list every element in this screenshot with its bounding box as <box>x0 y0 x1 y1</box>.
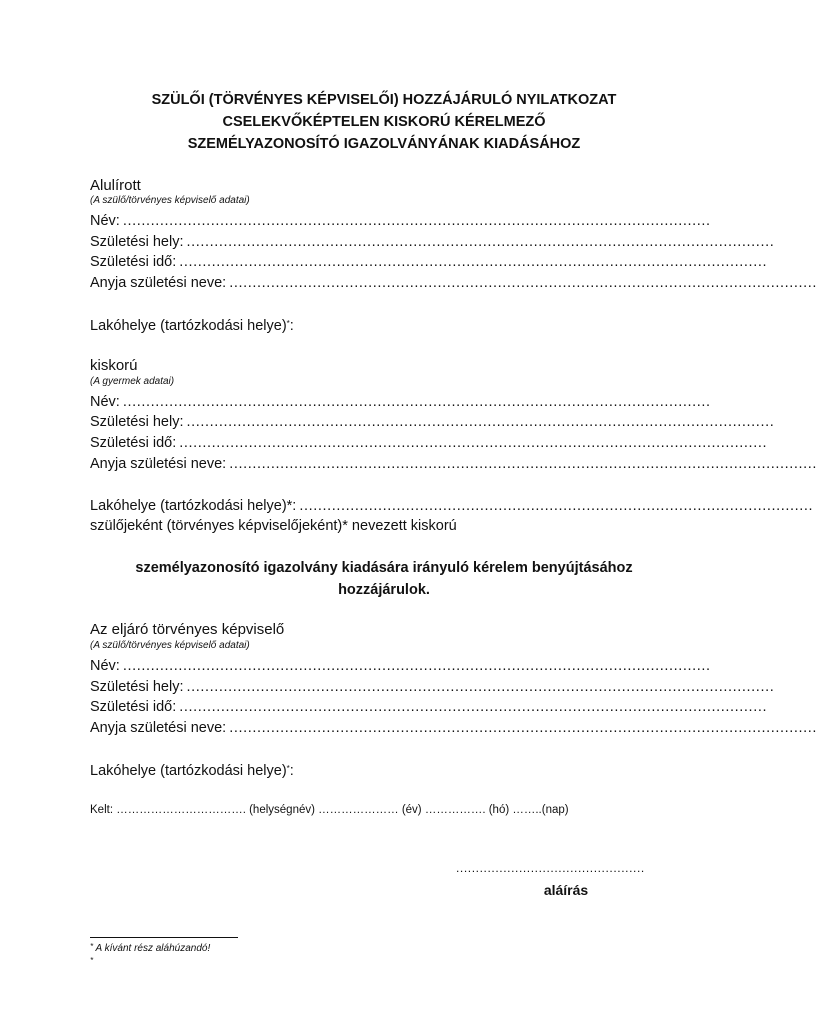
section1-residence-label <box>90 316 676 336</box>
field-dots: ............................................................................................................................... <box>229 275 817 291</box>
field-label: Születési hely: <box>90 414 184 430</box>
section1-mother-name-field[interactable] <box>90 273 817 293</box>
field-label: Név: <box>90 213 120 229</box>
section2-name-field[interactable] <box>90 392 711 412</box>
section3-birthplace-field[interactable] <box>90 677 775 697</box>
field-dots: ............................................................................................................................... <box>179 435 768 451</box>
section2-mother-name-field[interactable] <box>90 454 817 474</box>
document-title-line-2: CSELEKVŐKÉPTELEN KISKORÚ KÉRELMEZŐ <box>222 114 546 130</box>
field-dots: ............................................................................................................................... <box>122 394 711 410</box>
consent-line-2: hozzájárulok. <box>338 582 430 598</box>
section2-birthdate-field[interactable] <box>90 433 768 453</box>
section1-heading: Alulírott <box>90 177 141 194</box>
field-label: Születési hely: <box>90 679 184 695</box>
field-label: Név: <box>90 394 120 410</box>
field-dots: ............................................................................................................................... <box>229 456 817 472</box>
section3-name-field[interactable] <box>90 656 711 676</box>
signature-label: aláírás <box>543 882 589 898</box>
residence-text: Lakóhelye (tartózkodási helye) <box>90 318 287 334</box>
field-label: Születési idő: <box>90 435 177 451</box>
section1-birthdate-field[interactable] <box>90 252 768 272</box>
field-label: Anyja születési neve: <box>90 275 227 291</box>
footnote-divider <box>90 937 238 938</box>
field-dots: ............................................................................................................... <box>299 498 814 514</box>
field-dots: ............................................................................................................................... <box>229 720 817 736</box>
field-label: Születési idő: <box>90 254 177 270</box>
footnote-1 <box>90 943 210 955</box>
residence-suffix: : <box>289 763 294 779</box>
field-label: Név: <box>90 658 120 674</box>
section2-hint: (A gyermek adatai) <box>90 376 175 387</box>
field-label: Születési hely: <box>90 234 184 250</box>
field-dots: ............................................................................................................................... <box>122 658 711 674</box>
footnote-text: A kívánt rész aláhúzandó! <box>93 943 211 954</box>
residence-text: Lakóhelye (tartózkodási helye) <box>90 763 287 779</box>
date-place-line[interactable]: Kelt: ……………………………. (helységnév) ………………… (év) ……………. (hó) ……..(nap) <box>90 804 569 816</box>
section3-birthdate-field[interactable] <box>90 697 768 717</box>
section3-hint: (A szülő/törvényes képviselő adatai) <box>90 640 250 651</box>
field-dots: ............................................................................................................................... <box>122 213 711 229</box>
signature-line[interactable]: ................................................ <box>456 861 645 875</box>
footnote-mark: * <box>286 319 290 328</box>
field-label: Születési idő: <box>90 699 177 715</box>
residence-suffix: : <box>289 318 294 334</box>
footnote-mark: * <box>90 942 94 951</box>
section1-hint: (A szülő/törvényes képviselő adatai) <box>90 195 250 206</box>
field-dots: ............................................................................................................................... <box>186 414 775 430</box>
field-dots: ............................................................................................................................... <box>179 254 768 270</box>
field-dots: ............................................................................................................................... <box>186 234 775 250</box>
section3-residence-label <box>90 761 676 781</box>
field-label: Anyja születési neve: <box>90 456 227 472</box>
field-label: Anyja születési neve: <box>90 720 227 736</box>
document-title-line-3: SZEMÉLYAZONOSÍTÓ IGAZOLVÁNYÁNAK KIADÁSÁHOZ <box>187 136 581 152</box>
section3-heading: Az eljáró törvényes képviselő <box>90 621 285 638</box>
section1-birthplace-field[interactable] <box>90 232 775 252</box>
section3-mother-name-field[interactable] <box>90 718 817 738</box>
section2-birthplace-field[interactable] <box>90 412 775 432</box>
footnote-mark: * <box>286 764 290 773</box>
field-dots: ............................................................................................................................... <box>186 679 775 695</box>
section2-residence-field[interactable] <box>90 496 814 516</box>
field-dots: ............................................................................................................................... <box>179 699 768 715</box>
footnote-2 <box>90 957 93 969</box>
footnote-mark: * <box>90 956 94 965</box>
section2-parent-line: szülőjeként (törvényes képviselőjeként)* nevezett kiskorú <box>90 518 457 534</box>
consent-line-1: személyazonosító igazolvány kiadására irányuló kérelem benyújtásához <box>135 560 633 576</box>
section2-heading: kiskorú <box>90 357 138 374</box>
section1-name-field[interactable] <box>90 211 711 231</box>
document-title-line-1: SZÜLŐI (TÖRVÉNYES KÉPVISELŐI) HOZZÁJÁRULÓ NYILATKOZAT <box>151 92 617 108</box>
field-label: Lakóhelye (tartózkodási helye)*: <box>90 498 297 514</box>
